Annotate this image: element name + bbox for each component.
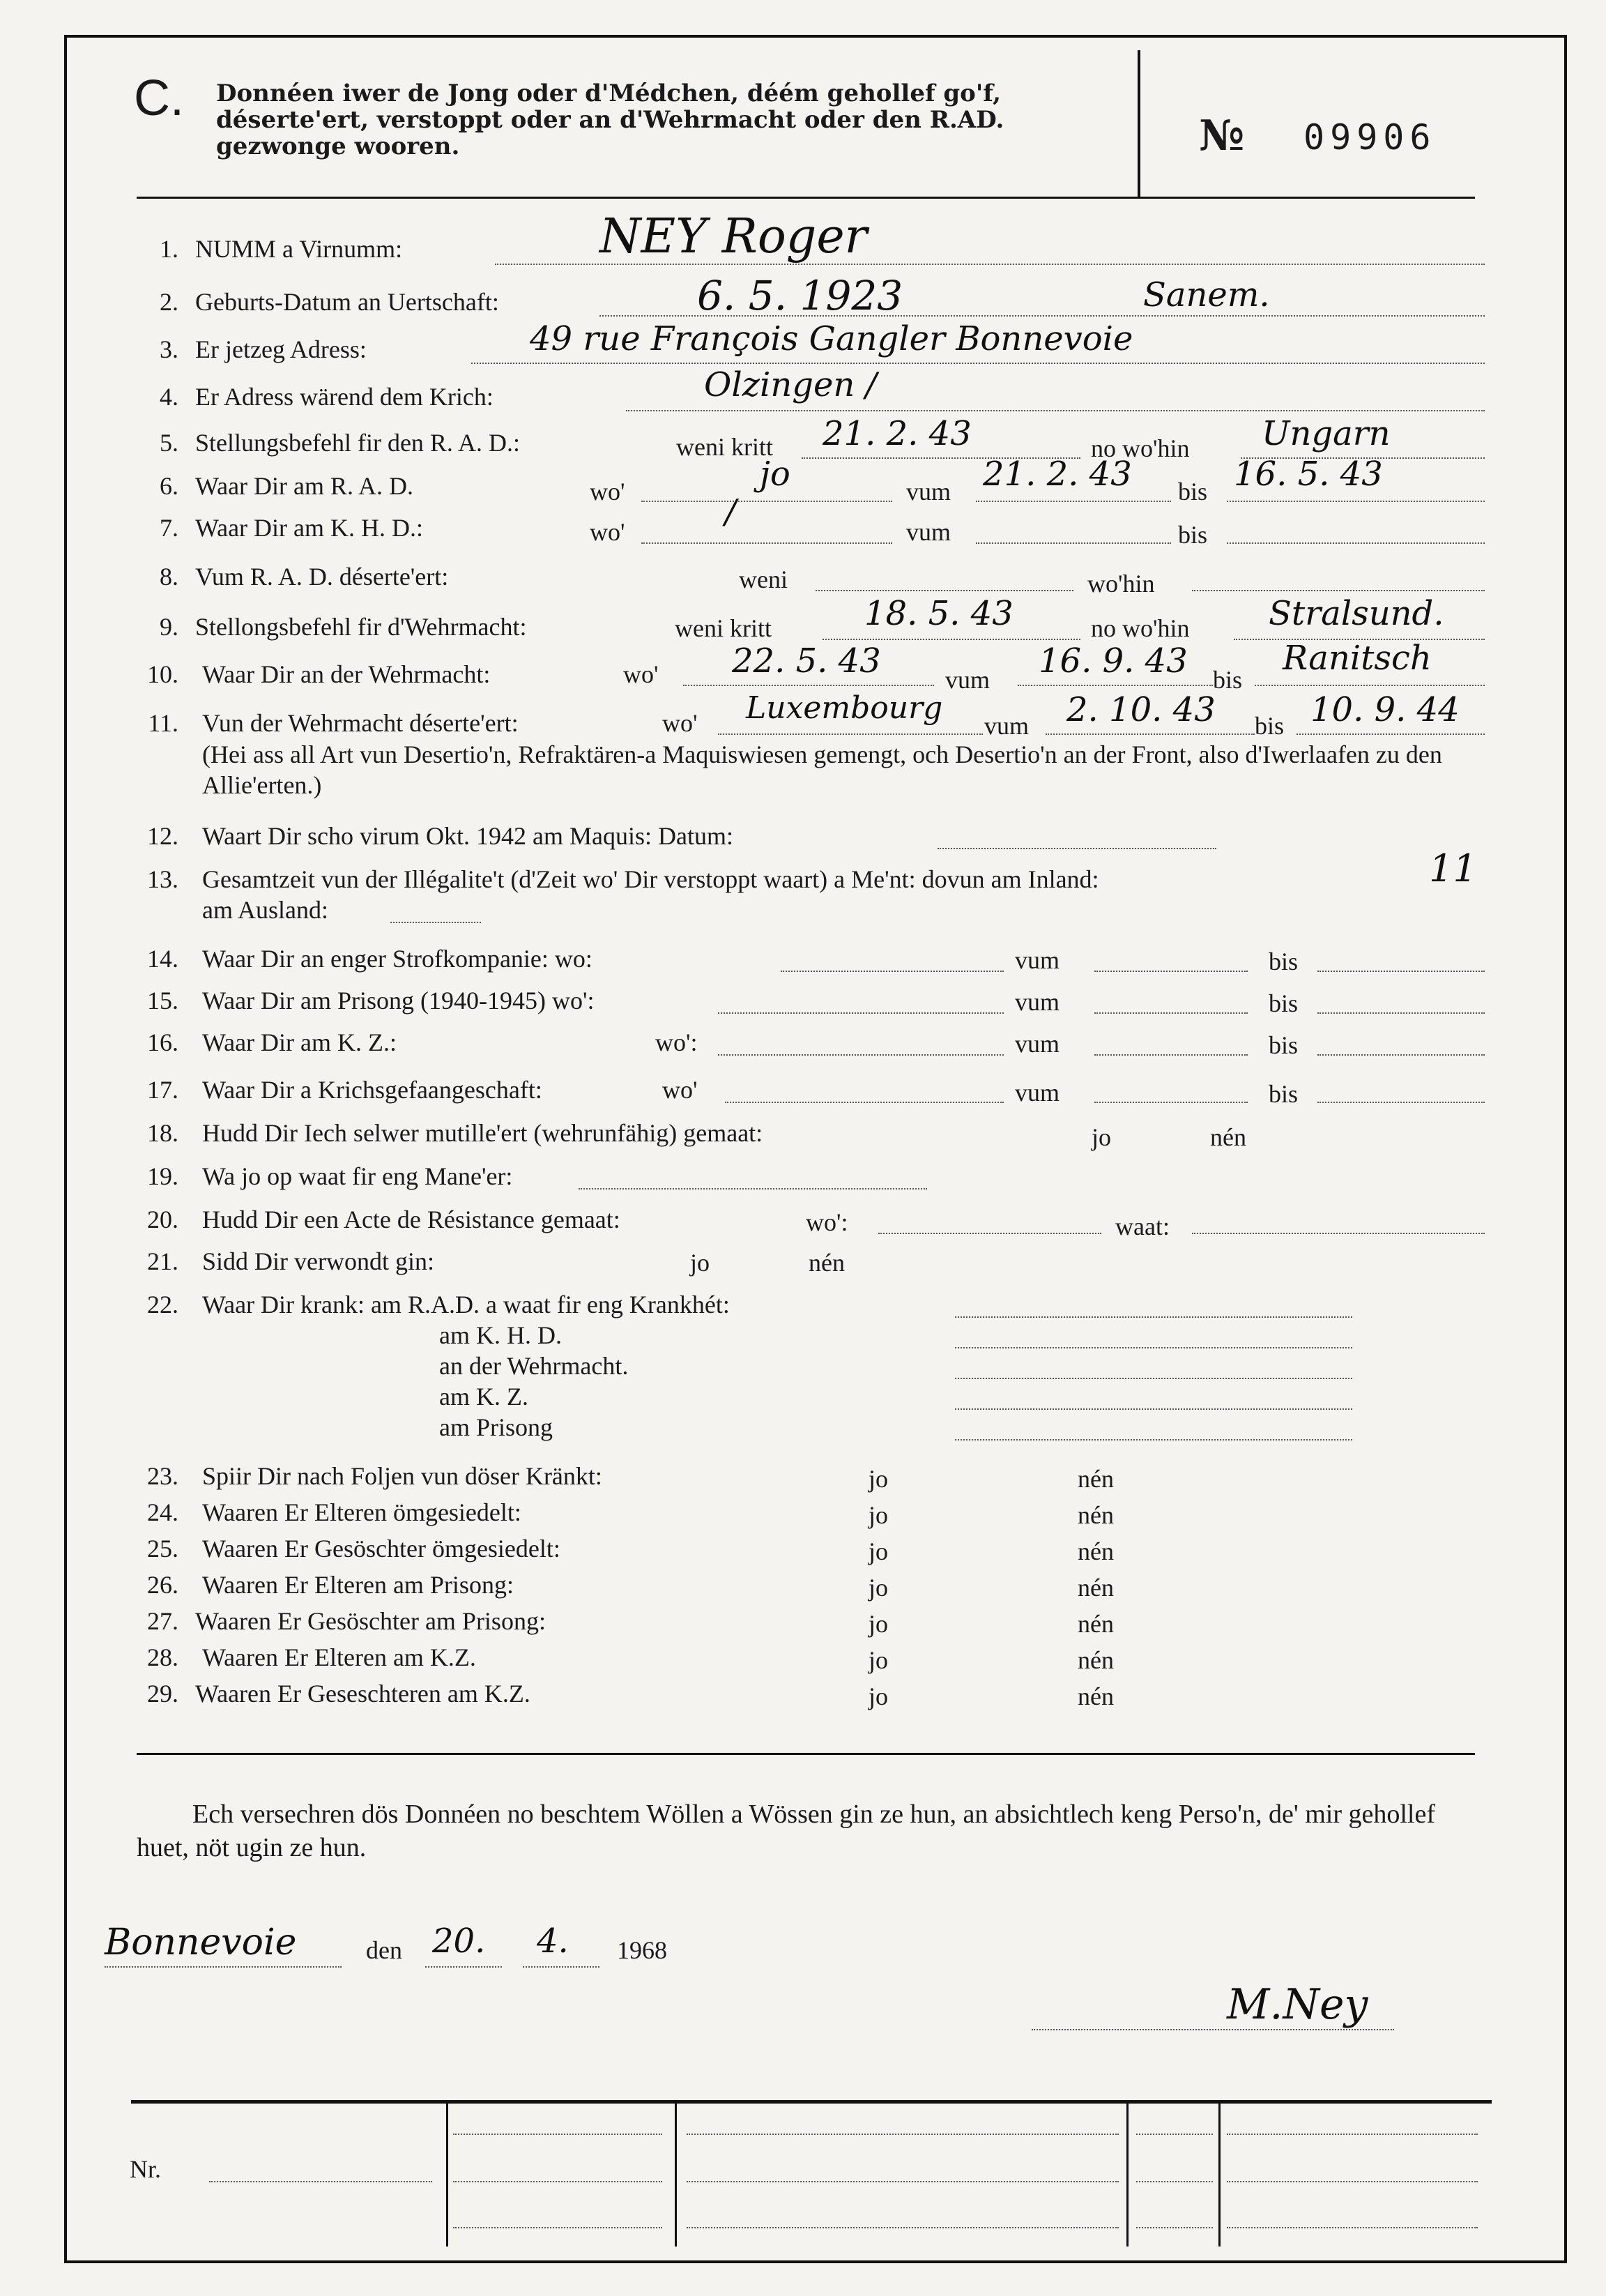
fill-line [718, 1054, 1004, 1056]
rad-order-date[interactable]: 21. 2. 43 [823, 414, 972, 453]
sign-place[interactable]: Bonnevoie [105, 1922, 297, 1963]
nen-option[interactable]: nén [1078, 1537, 1114, 1565]
fill-line [390, 922, 481, 923]
form-number: 09906 [1303, 117, 1437, 158]
row-number: 9. [160, 613, 178, 641]
desertion-to-date[interactable]: 10. 9. 44 [1310, 690, 1460, 729]
footer-divider [1218, 2100, 1221, 2246]
row-number: 12. [147, 822, 178, 850]
waat-label: waat: [1115, 1212, 1170, 1240]
row-label: Waaren Er Gesöschter ömgesiedelt: [202, 1535, 560, 1563]
bis-label: bis [1269, 1080, 1299, 1108]
fill-line [823, 639, 1080, 640]
row-number: 13. [147, 865, 178, 893]
current-address-value[interactable]: 49 rue François Gangler Bonnevoie [530, 319, 1133, 358]
fill-line [781, 971, 1004, 972]
jo-option[interactable]: jo [1092, 1123, 1112, 1151]
fill-line [1317, 1054, 1485, 1056]
fill-line [955, 1378, 1352, 1379]
row-label: Waar Dir am R. A. D. [195, 472, 414, 500]
footer-divider [675, 2100, 677, 2246]
number-symbol: № [1199, 112, 1245, 160]
jo-option[interactable]: jo [869, 1610, 889, 1638]
jo-option[interactable]: jo [869, 1465, 889, 1493]
row-label: Waaren Er Geseschteren am K.Z. [195, 1680, 530, 1708]
row-label: Waaren Er Elteren am K.Z. [202, 1643, 476, 1671]
row-number: 24. [147, 1498, 178, 1526]
fill-line [523, 1966, 599, 1968]
row-label: Sidd Dir verwondt gin: [202, 1247, 434, 1275]
vum-label: vum [906, 478, 951, 505]
row-number: 15. [147, 987, 178, 1014]
row-number: 14. [147, 945, 178, 973]
wo-label: wo' [662, 709, 698, 737]
row-label: Gesamtzeit vun der Illégalite't (d'Zeit wo' Dir verstoppt waart) a Me'nt: dovun am Inland: [202, 865, 1099, 893]
row-number: 28. [147, 1643, 178, 1671]
wohin-label: no wo'hin [1091, 614, 1190, 642]
jo-option[interactable]: jo [690, 1249, 710, 1277]
wo-label: wo' [590, 478, 625, 505]
wo-label: wo': [806, 1208, 848, 1236]
illness-sub-item: an der Wehrmacht. [439, 1352, 629, 1380]
fill-line [976, 542, 1171, 544]
wartime-address-value[interactable]: Olzingen / [704, 365, 877, 404]
row-label: Vum R. A. D. déserte'ert: [195, 563, 449, 591]
fill-line [816, 590, 1073, 591]
fill-line [976, 501, 1171, 502]
fill-line [1255, 685, 1485, 686]
nen-option[interactable]: nén [1078, 1574, 1114, 1602]
jo-option[interactable]: jo [869, 1501, 889, 1529]
fill-line [105, 1966, 342, 1968]
row-number: 16. [147, 1028, 178, 1056]
fill-line [579, 1188, 927, 1189]
vum-label: vum [906, 518, 951, 546]
vum-label: vum [1015, 988, 1060, 1016]
fill-line [1094, 1012, 1248, 1014]
row-number: 6. [160, 472, 178, 500]
fill-line [1317, 1102, 1485, 1103]
fill-line [1227, 542, 1485, 544]
row-label: Waar Dir krank: am R.A.D. a waat fir eng Krankhét: [202, 1291, 730, 1318]
fill-line [1192, 1233, 1485, 1234]
vum-label: vum [984, 712, 1030, 740]
vum-label: vum [945, 666, 991, 694]
row-number: 4. [160, 383, 178, 411]
bis-label: bis [1255, 712, 1285, 740]
wehrmacht-order-date[interactable]: 18. 5. 43 [864, 594, 1014, 633]
fill-line [1317, 971, 1485, 972]
fill-line [725, 1102, 1004, 1103]
birth-date-value[interactable]: 6. 5. 1923 [697, 272, 903, 319]
khd-served-value[interactable]: / [725, 492, 737, 531]
footer-divider [1126, 2100, 1129, 2246]
fill-line [641, 542, 892, 544]
row-label: Stellongsbefehl fir d'Wehrmacht: [195, 613, 527, 641]
row-label: Vun der Wehrmacht déserte'ert: [202, 709, 519, 737]
vum-label: vum [1015, 1030, 1060, 1058]
nen-option[interactable]: nén [1078, 1682, 1114, 1710]
row-label: Hudd Dir een Acte de Résistance gemaat: [202, 1206, 620, 1233]
row-number: 19. [147, 1162, 178, 1190]
footer-rule [131, 2100, 1492, 2104]
fill-line [955, 1347, 1352, 1348]
footer-field[interactable] [1136, 2134, 1213, 2135]
wo-label: wo': [655, 1028, 698, 1056]
bis-label: bis [1178, 521, 1208, 549]
row-label-2: am Ausland: [202, 896, 328, 924]
footer-field[interactable] [1227, 2181, 1478, 2182]
inland-months[interactable]: 11 [1429, 846, 1477, 890]
row-label: Waaren Er Gesöschter am Prisong: [195, 1607, 546, 1635]
wohin-label: wo'hin [1087, 570, 1155, 598]
row-number: 3. [160, 335, 178, 363]
row-number: 23. [147, 1462, 178, 1490]
section-letter: C. [134, 70, 184, 126]
row-label: Wa jo op waat fir eng Mane'er: [202, 1162, 513, 1190]
fill-line [1094, 1102, 1248, 1103]
fill-line [718, 1012, 1004, 1014]
fill-line [471, 363, 1485, 364]
footer-field[interactable] [1136, 2227, 1213, 2228]
row-label: Waar Dir am Prisong (1940-1945) wo': [202, 987, 595, 1014]
weni-label: weni [739, 565, 788, 593]
footer-divider [446, 2100, 448, 2246]
row-number: 27. [147, 1607, 178, 1635]
footer-field[interactable] [687, 2181, 1119, 2182]
rad-served-value[interactable]: jo [760, 455, 790, 494]
footer-field[interactable] [1227, 2227, 1478, 2228]
row-number: 11. [148, 709, 178, 737]
name-value[interactable]: NEY Roger [599, 209, 868, 264]
row-label: Waar Dir am K. H. D.: [195, 514, 424, 542]
row-label: Waar Dir a Krichsgefaangeschaft: [202, 1076, 542, 1104]
footer-field[interactable] [1227, 2134, 1478, 2135]
den-label: den [366, 1936, 402, 1964]
fill-line [1227, 501, 1485, 502]
rad-to-date[interactable]: 16. 5. 43 [1234, 455, 1383, 494]
fill-line [1018, 685, 1213, 686]
row-label: Er Adress wärend dem Krich: [195, 383, 494, 411]
footer-field[interactable] [453, 2134, 662, 2135]
row-label: Er jetzeg Adress: [195, 335, 367, 363]
wehrmacht-destination[interactable]: Stralsund. [1269, 594, 1444, 633]
section-rule [137, 1753, 1475, 1755]
header-divider [1138, 50, 1140, 197]
row-number: 8. [160, 563, 178, 591]
vum-label: vum [1015, 946, 1060, 974]
nr-field[interactable] [209, 2181, 432, 2182]
fill-line [938, 848, 1216, 849]
bis-label: bis [1269, 1031, 1299, 1059]
row-label: Waar Dir an enger Strofkompanie: wo: [202, 945, 592, 973]
sign-year: 1968 [617, 1936, 667, 1964]
nen-option[interactable]: nén [1078, 1646, 1114, 1674]
row-label: Waart Dir scho virum Okt. 1942 am Maquis: Datum: [202, 822, 733, 850]
nen-option[interactable]: nén [809, 1249, 845, 1277]
header-rule [137, 197, 1475, 199]
bis-label: bis [1178, 478, 1208, 505]
birth-place-value[interactable]: Sanem. [1143, 275, 1270, 314]
row-number: 21. [147, 1247, 178, 1275]
jo-option[interactable]: jo [869, 1537, 889, 1565]
row-label: Waar Dir an der Wehrmacht: [202, 660, 491, 688]
wehrmacht-place[interactable]: 22. 5. 43 [732, 641, 881, 681]
row-label: Hudd Dir Iech selwer mutille'ert (wehrunfähig) gemaat: [202, 1119, 763, 1147]
row-label: Geburts-Datum an Uertschaft: [195, 288, 499, 316]
desertion-note: (Hei ass all Art vun Desertio'n, Refraktären-a Maquiswiesen gemengt, och Desertio'n an der Front, also d'Iwerlaafen zu den Allie'erten.) [202, 740, 1442, 799]
row-number: 7. [160, 514, 178, 542]
nen-option[interactable]: nén [1078, 1501, 1114, 1529]
row-number: 26. [147, 1571, 178, 1599]
row-number: 22. [147, 1291, 178, 1318]
fill-line [955, 1439, 1352, 1440]
fill-line [1094, 1054, 1248, 1056]
fill-line [878, 1233, 1101, 1234]
wo-label: wo' [662, 1076, 698, 1104]
sign-day[interactable]: 20. [432, 1922, 486, 1961]
fill-line [683, 685, 934, 686]
form-title: Donnéen iwer de Jong oder d'Médchen, déém gehollef go'f, déserte'ert, verstoppt oder an d'Wehrmacht oder den R.AD. gezwonge wooren. [216, 79, 1004, 160]
jo-option[interactable]: jo [869, 1646, 889, 1674]
fill-line [955, 1316, 1352, 1318]
row-label: Spiir Dir nach Foljen vun döser Kränkt: [202, 1462, 602, 1490]
row-number: 5. [160, 429, 178, 457]
row-label: Waaren Er Elteren ömgesiedelt: [202, 1498, 521, 1526]
fill-line [955, 1408, 1352, 1410]
fill-line [1297, 733, 1485, 735]
row-number: 2. [160, 288, 178, 316]
footer-field[interactable] [1136, 2181, 1213, 2182]
wehrmacht-to-place[interactable]: Ranitsch [1283, 639, 1432, 678]
fill-line [626, 410, 1485, 411]
footer-field[interactable] [687, 2227, 1119, 2228]
wo-label: wo' [623, 660, 659, 688]
jo-option[interactable]: jo [869, 1574, 889, 1602]
footer-field[interactable] [687, 2134, 1119, 2135]
row-number: 10. [147, 660, 178, 688]
fill-line [1317, 1012, 1485, 1014]
fill-line [1192, 590, 1485, 591]
illness-sub-item: am K. H. D. [439, 1321, 562, 1349]
rad-destination[interactable]: Ungarn [1262, 414, 1391, 453]
wehrmacht-from-date[interactable]: 16. 9. 43 [1039, 641, 1188, 681]
nen-option[interactable]: nén [1078, 1610, 1114, 1638]
jo-option[interactable]: jo [869, 1682, 889, 1710]
fill-line [1046, 733, 1255, 735]
nen-option[interactable]: nén [1078, 1465, 1114, 1493]
weni-label: weni kritt [676, 433, 773, 461]
wo-label: wo' [590, 518, 625, 546]
fill-line [425, 1966, 502, 1968]
bis-label: bis [1213, 666, 1243, 694]
row-label: Waar Dir am K. Z.: [202, 1028, 397, 1056]
sign-month[interactable]: 4. [537, 1922, 569, 1961]
fill-line [641, 501, 892, 502]
illness-sub-item: am K. Z. [439, 1383, 528, 1411]
row-label: Waaren Er Elteren am Prisong: [202, 1571, 514, 1599]
fill-line [1094, 971, 1248, 972]
desertion-from-date[interactable]: 2. 10. 43 [1066, 690, 1216, 729]
wohin-label: no wo'hin [1091, 434, 1190, 462]
nen-option[interactable]: nén [1210, 1123, 1246, 1151]
desertion-place[interactable]: Luxembourg [746, 690, 943, 726]
illness-sub-item: am Prisong [439, 1413, 553, 1441]
rad-from-date[interactable]: 21. 2. 43 [983, 455, 1132, 494]
row-label: NUMM a Virnumm: [195, 235, 403, 263]
row-label: Stellungsbefehl fir den R. A. D.: [195, 429, 520, 457]
footer-field[interactable] [453, 2227, 662, 2228]
row-number: 17. [147, 1076, 178, 1104]
declaration-text: Ech versechren dös Donnéen no beschtem Wöllen a Wössen gin ze hun, an absichtlech keng Perso'n, de' mir gehollef huet, nöt ugin ze hun. [137, 1800, 1435, 1862]
row-number: 29. [147, 1680, 178, 1708]
vum-label: vum [1015, 1079, 1060, 1107]
footer-field[interactable] [453, 2181, 662, 2182]
nr-label: Nr. [130, 2155, 161, 2183]
fill-line [718, 733, 983, 735]
weni-label: weni kritt [675, 614, 772, 642]
signature-line [1032, 2029, 1394, 2030]
row-number: 18. [147, 1119, 178, 1147]
row-number: 25. [147, 1535, 178, 1563]
bis-label: bis [1269, 989, 1299, 1017]
row-number: 20. [147, 1206, 178, 1233]
row-number: 1. [160, 235, 178, 263]
bis-label: bis [1269, 948, 1299, 975]
signature[interactable]: M.Ney [1227, 1980, 1368, 2029]
